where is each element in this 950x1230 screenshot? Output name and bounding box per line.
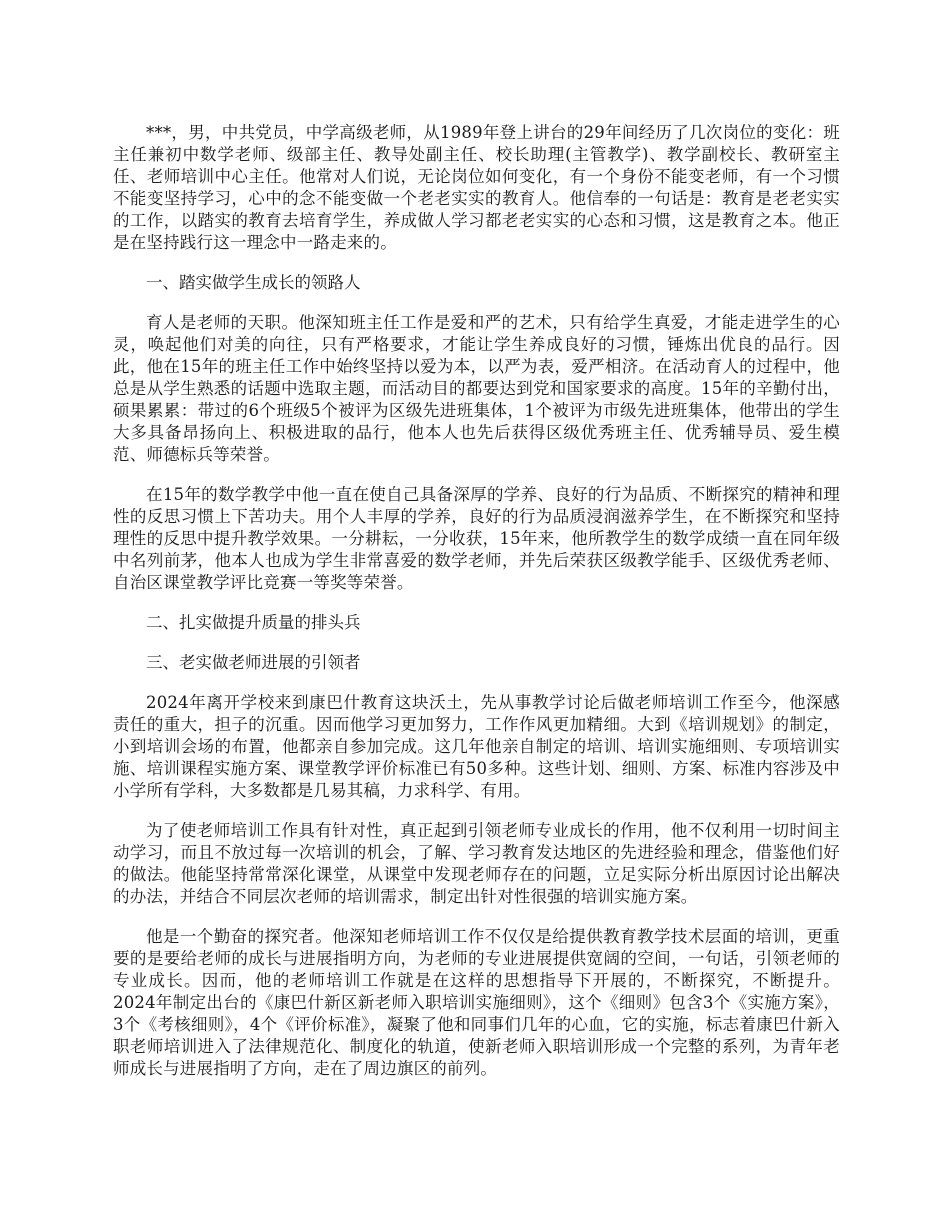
section-heading-1: 一、踏实做学生成长的领路人 bbox=[146, 273, 361, 292]
intro-paragraph: ***，男，中共党员，中学高级老师，从1989年登上讲台的29年间经历了几次岗位的变化：班主任兼初中数学老师、级部主任、教导处副主任、校长助理(主管教学)、教学副校长、教研室主任、老师培训中心主任。他常对人们说，无论岗位如何变化，有一个身份不能变老师，有一个习惯不能变坚持学习，心中的念不能变做一个老老实实的教育人。他信奉的一句话是：教育是老老实实的工作，以踏实的教育去培育学生，养成做人学习都老老实实的心态和习惯，这是教育之本。他正是在坚持践行这一理念中一路走来的。 bbox=[113, 123, 840, 252]
body-paragraph: 2024年离开学校来到康巴什教育这块沃土，先从事教学讨论后做老师培训工作至今，他深感责任的重大，担子的沉重。因而他学习更加努力，工作作风更加精细。大到《培训规划》的制定，小到培训会场的布置，他都亲自参加完成。这几年他亲自制定的培训、培训实施细则、专项培训实施、培训课程实施方案、课堂教学评价标准已有50多种。这些计划、细则、方案、标准内容涉及中小学所有学科，大多数都是几易其稿，力求科学、有用。 bbox=[113, 693, 840, 800]
body-paragraph: 他是一个勤奋的探究者。他深知老师培训工作不仅仅是给提供教育教学技术层面的培训，更重要的是要给老师的成长与进展指明方向，为老师的专业进展提供宽阔的空间，一句话，引领老师的专业成长。因而，他的老师培训工作就是在这样的思想指导下开展的，不断探究，不断提升。2024年制定出台的《康巴什新区新老师入职培训实施细则》，这个《细则》包含3个《实施方案》，3个《考核细则》，4个《评价标准》，凝聚了他和同事们几年的心血，它的实施，标志着康巴什新入职老师培训进入了法律规范化、制度化的轨道，使新老师入职培训形成一个完整的系列，为青年老师成长与进展指明了方向，走在了周边旗区的前列。 bbox=[113, 927, 840, 1078]
section-heading-2: 二、扎实做提升质量的排头兵 bbox=[146, 613, 361, 632]
section-heading-3: 三、老实做老师进展的引领者 bbox=[146, 653, 361, 672]
document-body bbox=[113, 122, 840, 1098]
body-paragraph: 为了使老师培训工作具有针对性，真正起到引领老师专业成长的作用，他不仅利用一切时间主动学习，而且不放过每一次培训的机会，了解、学习教育发达地区的先进经验和理念，借鉴他们好的做法。他能坚持常常深化课堂，从课堂中发现老师存在的问题，立足实际分析出原因讨论出解决的办法，并结合不同层次老师的培训需求，制定出针对性很强的培训实施方案。 bbox=[113, 821, 840, 906]
body-paragraph: 在15年的数学教学中他一直在使自己具备深厚的学养、良好的行为品质、不断探究的精神和理性的反思习惯上下苦功夫。用个人丰厚的学养，良好的行为品质浸润滋养学生，在不断探究和坚持理性的反思中提升教学效果。一分耕耘，一分收获，15年来，他所教学生的数学成绩一直在同年级中名列前茅，他本人也成为学生非常喜爱的数学老师，并先后荣获区级教学能手、区级优秀老师、自治区课堂教学评比竞赛一等奖等荣誉。 bbox=[113, 485, 840, 592]
body-paragraph: 育人是老师的天职。他深知班主任工作是爱和严的艺术，只有给学生真爱，才能走进学生的心灵，唤起他们对美的向往，只有严格要求，才能让学生养成良好的习惯，锤炼出优良的品行。因此，他在15年的班主任工作中始终坚持以爱为本，以严为表，爱严相济。在活动育人的过程中，他总是从学生熟悉的话题中选取主题，而活动目的都要达到党和国家要求的高度。15年的辛勤付出，硕果累累：带过的6个班级5个被评为区级先进班集体，1个被评为市级先进班集体，他带出的学生大多具备昂扬向上、积极进取的品行，他本人也先后获得区级优秀班主任、优秀辅导员、爱生模范、师德标兵等荣誉。 bbox=[113, 313, 840, 464]
